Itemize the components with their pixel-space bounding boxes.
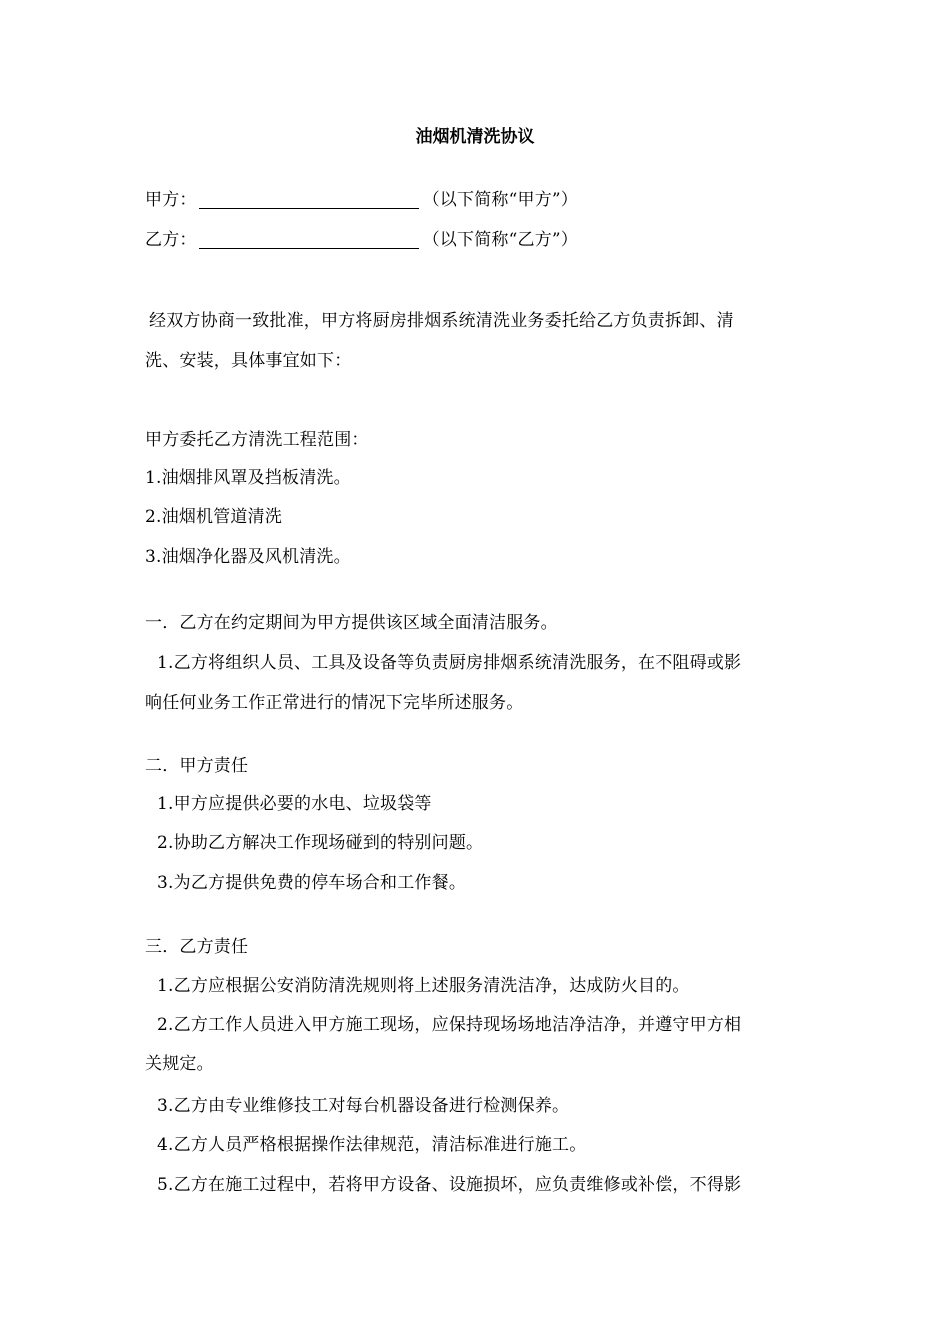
- document-title: 油烟机清洗协议: [415, 127, 535, 147]
- party-b-label: 乙方：: [145, 230, 197, 250]
- intro-line-1: 经双方协商一致批准，甲方将厨房排烟系统清洗业务委托给乙方负责拆卸、清: [149, 311, 734, 331]
- scope-item: 3.油烟净化器及风机清洗。: [145, 547, 351, 567]
- scope-heading: 甲方委托乙方清洗工程范围：: [145, 430, 369, 450]
- section-1-line: 1.乙方将组织人员、工具及设备等负责厨房排烟系统清洗服务，在不阻碍或影: [157, 653, 742, 673]
- section-1-line: 响任何业务工作正常进行的情况下完毕所述服务。: [145, 693, 524, 713]
- party-b-blank-field[interactable]: [199, 230, 419, 249]
- section-2-item: 3.为乙方提供免费的停车场合和工作餐。: [157, 873, 467, 893]
- party-a-label: 甲方：: [145, 190, 197, 210]
- section-3-item: 4.乙方人员严格根据操作法律规范，清洁标准进行施工。: [157, 1135, 587, 1155]
- section-3-item: 1.乙方应根据公安消防清洗规则将上述服务清洗洁净，达成防火目的。: [157, 976, 690, 996]
- party-b-line: [145, 228, 578, 252]
- party-a-blank-field[interactable]: [199, 190, 419, 209]
- section-3-heading: 三．乙方责任: [145, 937, 249, 957]
- section-2-item: 2.协助乙方解决工作现场碰到的特别问题。: [157, 833, 484, 853]
- scope-item: 1.油烟排风罩及挡板清洗。: [145, 468, 351, 488]
- party-a-line: [145, 188, 578, 212]
- section-3-item: 5.乙方在施工过程中，若将甲方设备、设施损坏，应负责维修或补偿，不得影: [157, 1175, 742, 1195]
- intro-line-2: 洗、安装，具体事宜如下：: [145, 351, 352, 371]
- party-a-suffix: （以下简称“甲方”）: [422, 190, 578, 210]
- party-b-suffix: （以下简称“乙方”）: [422, 230, 578, 250]
- section-2-item: 1.甲方应提供必要的水电、垃圾袋等: [157, 794, 432, 814]
- section-3-item: 3.乙方由专业维修技工对每台机器设备进行检测保养。: [157, 1096, 570, 1116]
- section-2-heading: 二．甲方责任: [145, 756, 249, 776]
- section-3-item: 2.乙方工作人员进入甲方施工现场，应保持现场场地洁净洁净，并遵守甲方相: [157, 1015, 742, 1035]
- section-1-heading: 一．乙方在约定期间为甲方提供该区域全面清洁服务。: [145, 613, 558, 633]
- scope-item: 2.油烟机管道清洗: [145, 507, 283, 527]
- section-3-item-continued: 关规定。: [145, 1054, 214, 1074]
